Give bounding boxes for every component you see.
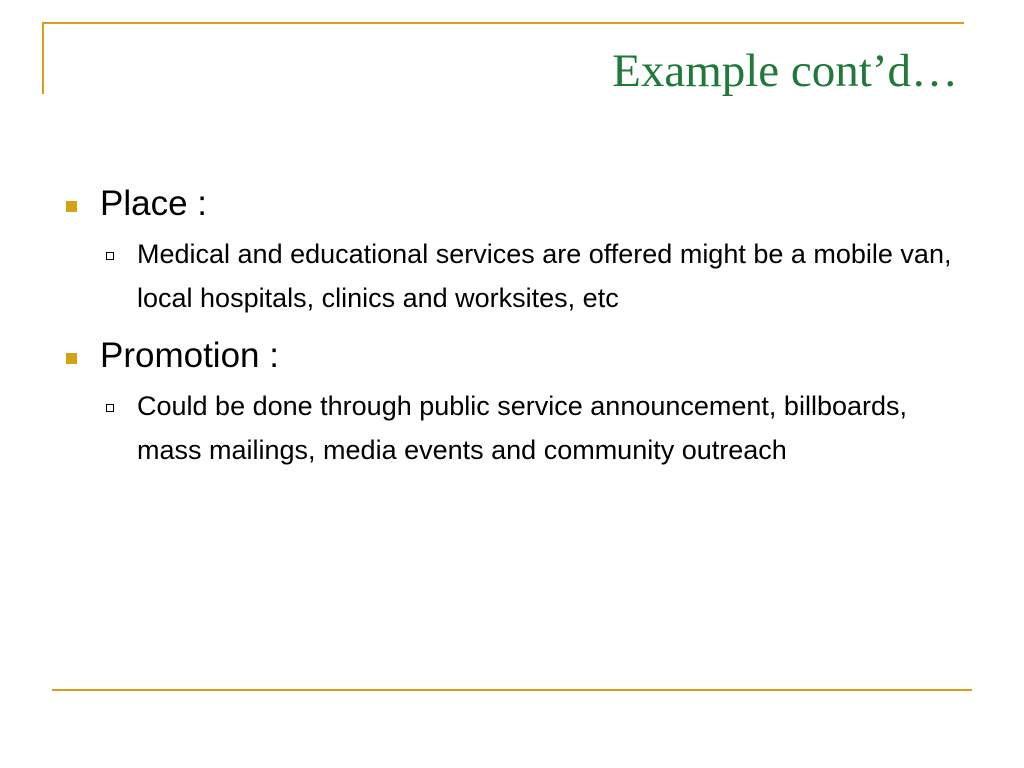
footer-rule xyxy=(52,689,972,691)
top-rule xyxy=(42,22,964,24)
bullet-heading: Place : xyxy=(100,184,207,223)
hollow-square-bullet-icon xyxy=(106,252,114,260)
bullet-heading: Promotion : xyxy=(100,336,279,375)
slide-title: Example cont’d… xyxy=(612,45,958,97)
left-rule xyxy=(42,22,44,94)
sub-bullet-text: Could be done through public service announcement, billboards, mass mailings, media events and community outreach xyxy=(137,391,908,465)
bullet-place xyxy=(64,180,964,228)
bullet-list xyxy=(64,180,964,484)
square-bullet-icon xyxy=(66,353,77,364)
bullet-promotion xyxy=(64,332,964,380)
hollow-square-bullet-icon xyxy=(106,404,114,412)
square-bullet-icon xyxy=(66,201,77,212)
sub-bullet-text: Medical and educational services are offered might be a mobile van, local hospitals, clinics and worksites, etc xyxy=(137,239,952,313)
sub-bullet-promotion xyxy=(64,384,967,472)
sub-bullet-place xyxy=(64,232,967,320)
